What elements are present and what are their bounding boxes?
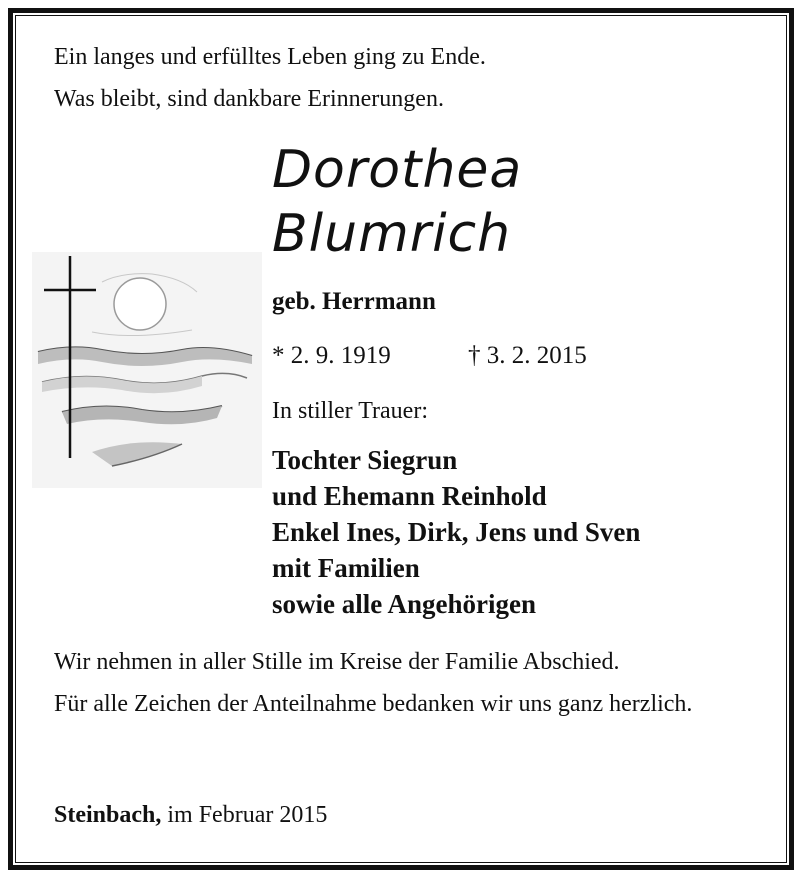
closing-text — [54, 648, 746, 732]
life-dates — [272, 342, 632, 370]
last-name: Blumrich — [272, 204, 512, 264]
mourner-line: Tochter Siegrun — [272, 445, 458, 475]
mourning-heading: In stiller Trauer: — [272, 398, 428, 424]
mourners-list — [272, 442, 640, 622]
signoff-place: Steinbach, — [54, 802, 162, 828]
mourner-line: Enkel Ines, Dirk, Jens und Sven — [272, 517, 641, 547]
intro-line-2: Was bleibt, sind dankbare Erinnerungen. — [54, 86, 444, 112]
deceased-name — [272, 138, 522, 266]
signoff-date: im Februar 2015 — [167, 802, 328, 828]
mourner-line: sowie alle Angehörigen — [272, 589, 536, 619]
signoff — [54, 802, 327, 829]
birth-date: * 2. 9. 1919 — [272, 342, 391, 369]
death-date: † 3. 2. 2015 — [468, 342, 587, 369]
intro-text — [54, 36, 486, 120]
maiden-name: geb. Herrmann — [272, 288, 436, 315]
mourner-line: und Ehemann Reinhold — [272, 481, 547, 511]
closing-paragraph-1: Wir nehmen in aller Stille im Kreise der Familie Abschied. — [54, 649, 620, 675]
cross-sunset-landscape-icon — [32, 252, 262, 488]
closing-paragraph-2: Für alle Zeichen der Anteilnahme bedanken wir uns ganz herzlich. — [54, 691, 693, 717]
first-name: Dorothea — [272, 140, 523, 200]
intro-line-1: Ein langes und erfülltes Leben ging zu Ende. — [54, 44, 486, 70]
mourner-line: mit Familien — [272, 553, 420, 583]
